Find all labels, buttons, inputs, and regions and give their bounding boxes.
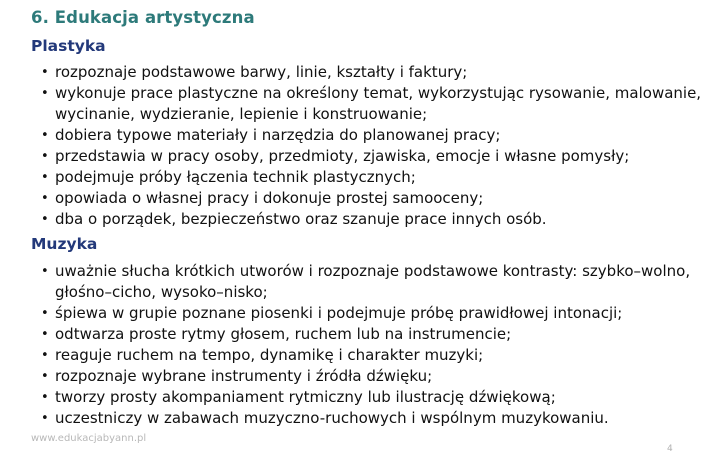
list-item: • dba o porządek, bezpieczeństwo oraz szanuje prace innych osób.	[41, 210, 547, 228]
list-item: • rozpoznaje wybrane instrumenty i źródła dźwięku;	[41, 367, 433, 385]
bullet-icon: •	[41, 65, 49, 80]
bullet-icon: •	[41, 327, 49, 342]
bullet-icon: •	[41, 390, 49, 405]
list-item: • odtwarza proste rytmy głosem, ruchem lub na instrumencie;	[41, 325, 512, 343]
page-number: 4	[667, 444, 673, 454]
bullet-icon: •	[41, 191, 49, 206]
bullet-icon: •	[41, 264, 49, 279]
bullet-icon: •	[41, 86, 49, 101]
plastyka-bullet-list	[38, 62, 718, 230]
list-item: • rozpoznaje podstawowe barwy, linie, kształty i faktury;	[41, 63, 468, 81]
list-item: • śpiewa w grupie poznane piosenki i podejmuje próbę prawidłowej intonacji;	[41, 304, 623, 322]
bullet-icon: •	[41, 149, 49, 164]
section-title: 6. Edukacja artystyczna	[31, 8, 255, 27]
bullet-icon: •	[41, 170, 49, 185]
subsection-heading-plastyka: Plastyka	[31, 37, 106, 55]
footer-url: www.edukacjabyann.pl	[31, 433, 147, 444]
list-item: • uważnie słucha krótkich utworów i rozpoznaje podstawowe kontrasty: szybko–wolno, głośno–cicho, wysoko–nisko;	[41, 262, 691, 301]
list-item: • dobiera typowe materiały i narzędzia do planowanej pracy;	[41, 126, 501, 144]
list-item: • opowiada o własnej pracy i dokonuje prostej samooceny;	[41, 189, 484, 207]
subsection-heading-muzyka: Muzyka	[31, 235, 98, 253]
list-item: • uczestniczy w zabawach muzyczno-ruchowych i wspólnym muzykowaniu.	[41, 409, 609, 427]
bullet-icon: •	[41, 212, 49, 227]
list-item: • podejmuje próby łączenia technik plastycznych;	[41, 168, 416, 186]
list-item: • tworzy prosty akompaniament rytmiczny lub ilustrację dźwiękową;	[41, 388, 556, 406]
bullet-icon: •	[41, 411, 49, 426]
list-item: • reaguje ruchem na tempo, dynamikę i charakter muzyki;	[41, 346, 484, 364]
bullet-icon: •	[41, 306, 49, 321]
muzyka-bullet-list	[38, 261, 718, 429]
bullet-icon: •	[41, 348, 49, 363]
bullet-icon: •	[41, 369, 49, 384]
list-item: • wykonuje prace plastyczne na określony temat, wykorzystując rysowanie, malowanie, wycinanie, wydzieranie, lepienie i konstruowanie;	[41, 84, 702, 123]
bullet-icon: •	[41, 128, 49, 143]
list-item: • przedstawia w pracy osoby, przedmioty, zjawiska, emocje i własne pomysły;	[41, 147, 630, 165]
